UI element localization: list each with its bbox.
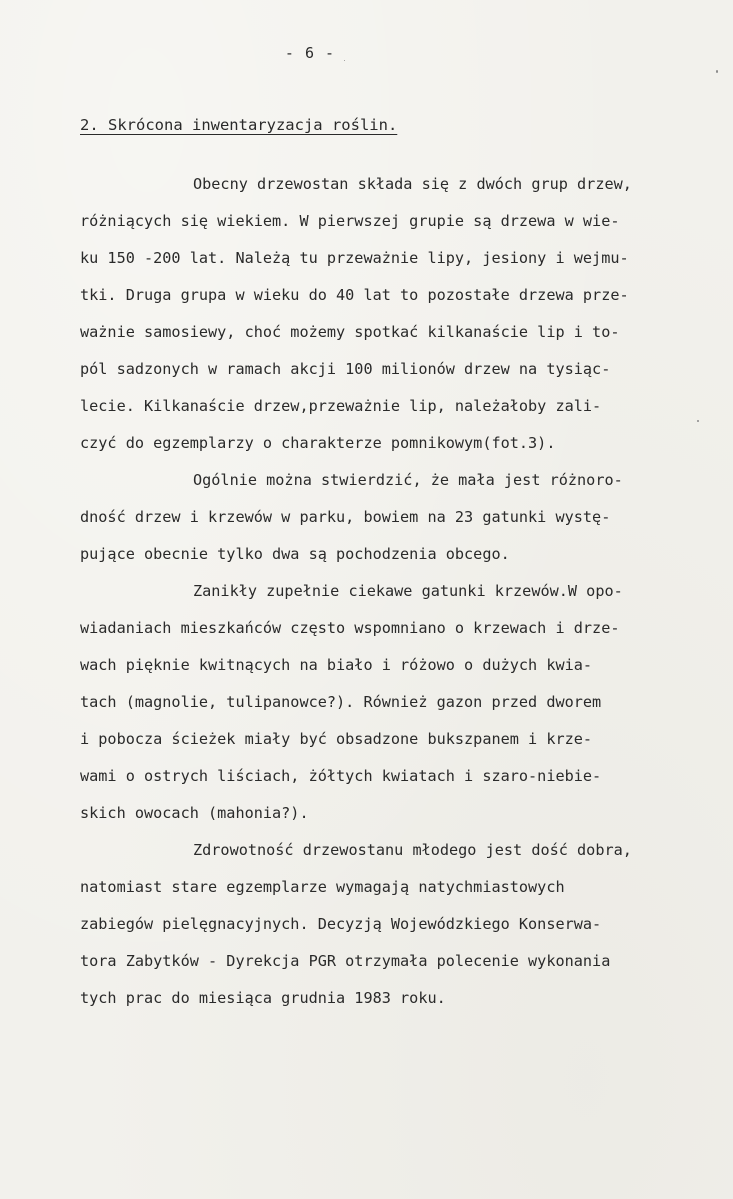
text-line: Ogólnie można stwierdzić, że mała jest różnoro- xyxy=(193,471,623,489)
text-line: i pobocza ścieżek miały być obsadzone bukszpanem i krze- xyxy=(80,730,593,748)
text-line: pól sadzonych w ramach akcji 100 milionów drzew na tysiąc- xyxy=(80,360,611,378)
page-number: - 6 - xyxy=(284,44,336,62)
text-line: tora Zabytków - Dyrekcja PGR otrzymała polecenie wykonania xyxy=(80,952,611,970)
text-line: Zdrowotność drzewostanu młodego jest dość dobra, xyxy=(193,841,632,859)
text-line: ku 150 -200 lat. Należą tu przeważnie lipy, jesiony i wejmu- xyxy=(80,249,629,267)
text-line: skich owocach (mahonia?). xyxy=(80,804,309,822)
text-line: wach pięknie kwitnących na biało i różowo o dużych kwia- xyxy=(80,656,593,674)
text-line: tych prac do miesiąca grudnia 1983 roku. xyxy=(80,989,446,1007)
text-line: tach (magnolie, tulipanowce?). Również gazon przed dworem xyxy=(80,693,602,711)
text-line: wami o ostrych liściach, żółtych kwiatach i szaro-niebie- xyxy=(80,767,602,785)
text-line: tki. Druga grupa w wieku do 40 lat to pozostałe drzewa prze- xyxy=(80,286,629,304)
text-line: pujące obecnie tylko dwa są pochodzenia obcego. xyxy=(80,545,510,563)
text-line: ważnie samosiewy, choć możemy spotkać kilkanaście lip i to- xyxy=(80,323,620,341)
text-line: Zanikły zupełnie ciekawe gatunki krzewów.W opo- xyxy=(193,582,623,600)
text-line: różniących się wiekiem. W pierwszej grupie są drzewa w wie- xyxy=(80,212,620,230)
text-line: lecie. Kilkanaście drzew,przeważnie lip, należałoby zali- xyxy=(80,397,602,415)
text-line: zabiegów pielęgnacyjnych. Decyzją Wojewódzkiego Konserwa- xyxy=(80,915,602,933)
text-line: natomiast stare egzemplarze wymagają natychmiastowych xyxy=(80,878,565,896)
text-line: Obecny drzewostan składa się z dwóch grup drzew, xyxy=(193,175,632,193)
text-line: wiadaniach mieszkańców często wspomniano o krzewach i drze- xyxy=(80,619,620,637)
section-heading: 2. Skrócona inwentaryzacja roślin. xyxy=(80,116,398,134)
text-line: czyć do egzemplarzy o charakterze pomnikowym(fot.3). xyxy=(80,434,556,452)
text-line: dność drzew i krzewów w parku, bowiem na 23 gatunki wystę- xyxy=(80,508,611,526)
